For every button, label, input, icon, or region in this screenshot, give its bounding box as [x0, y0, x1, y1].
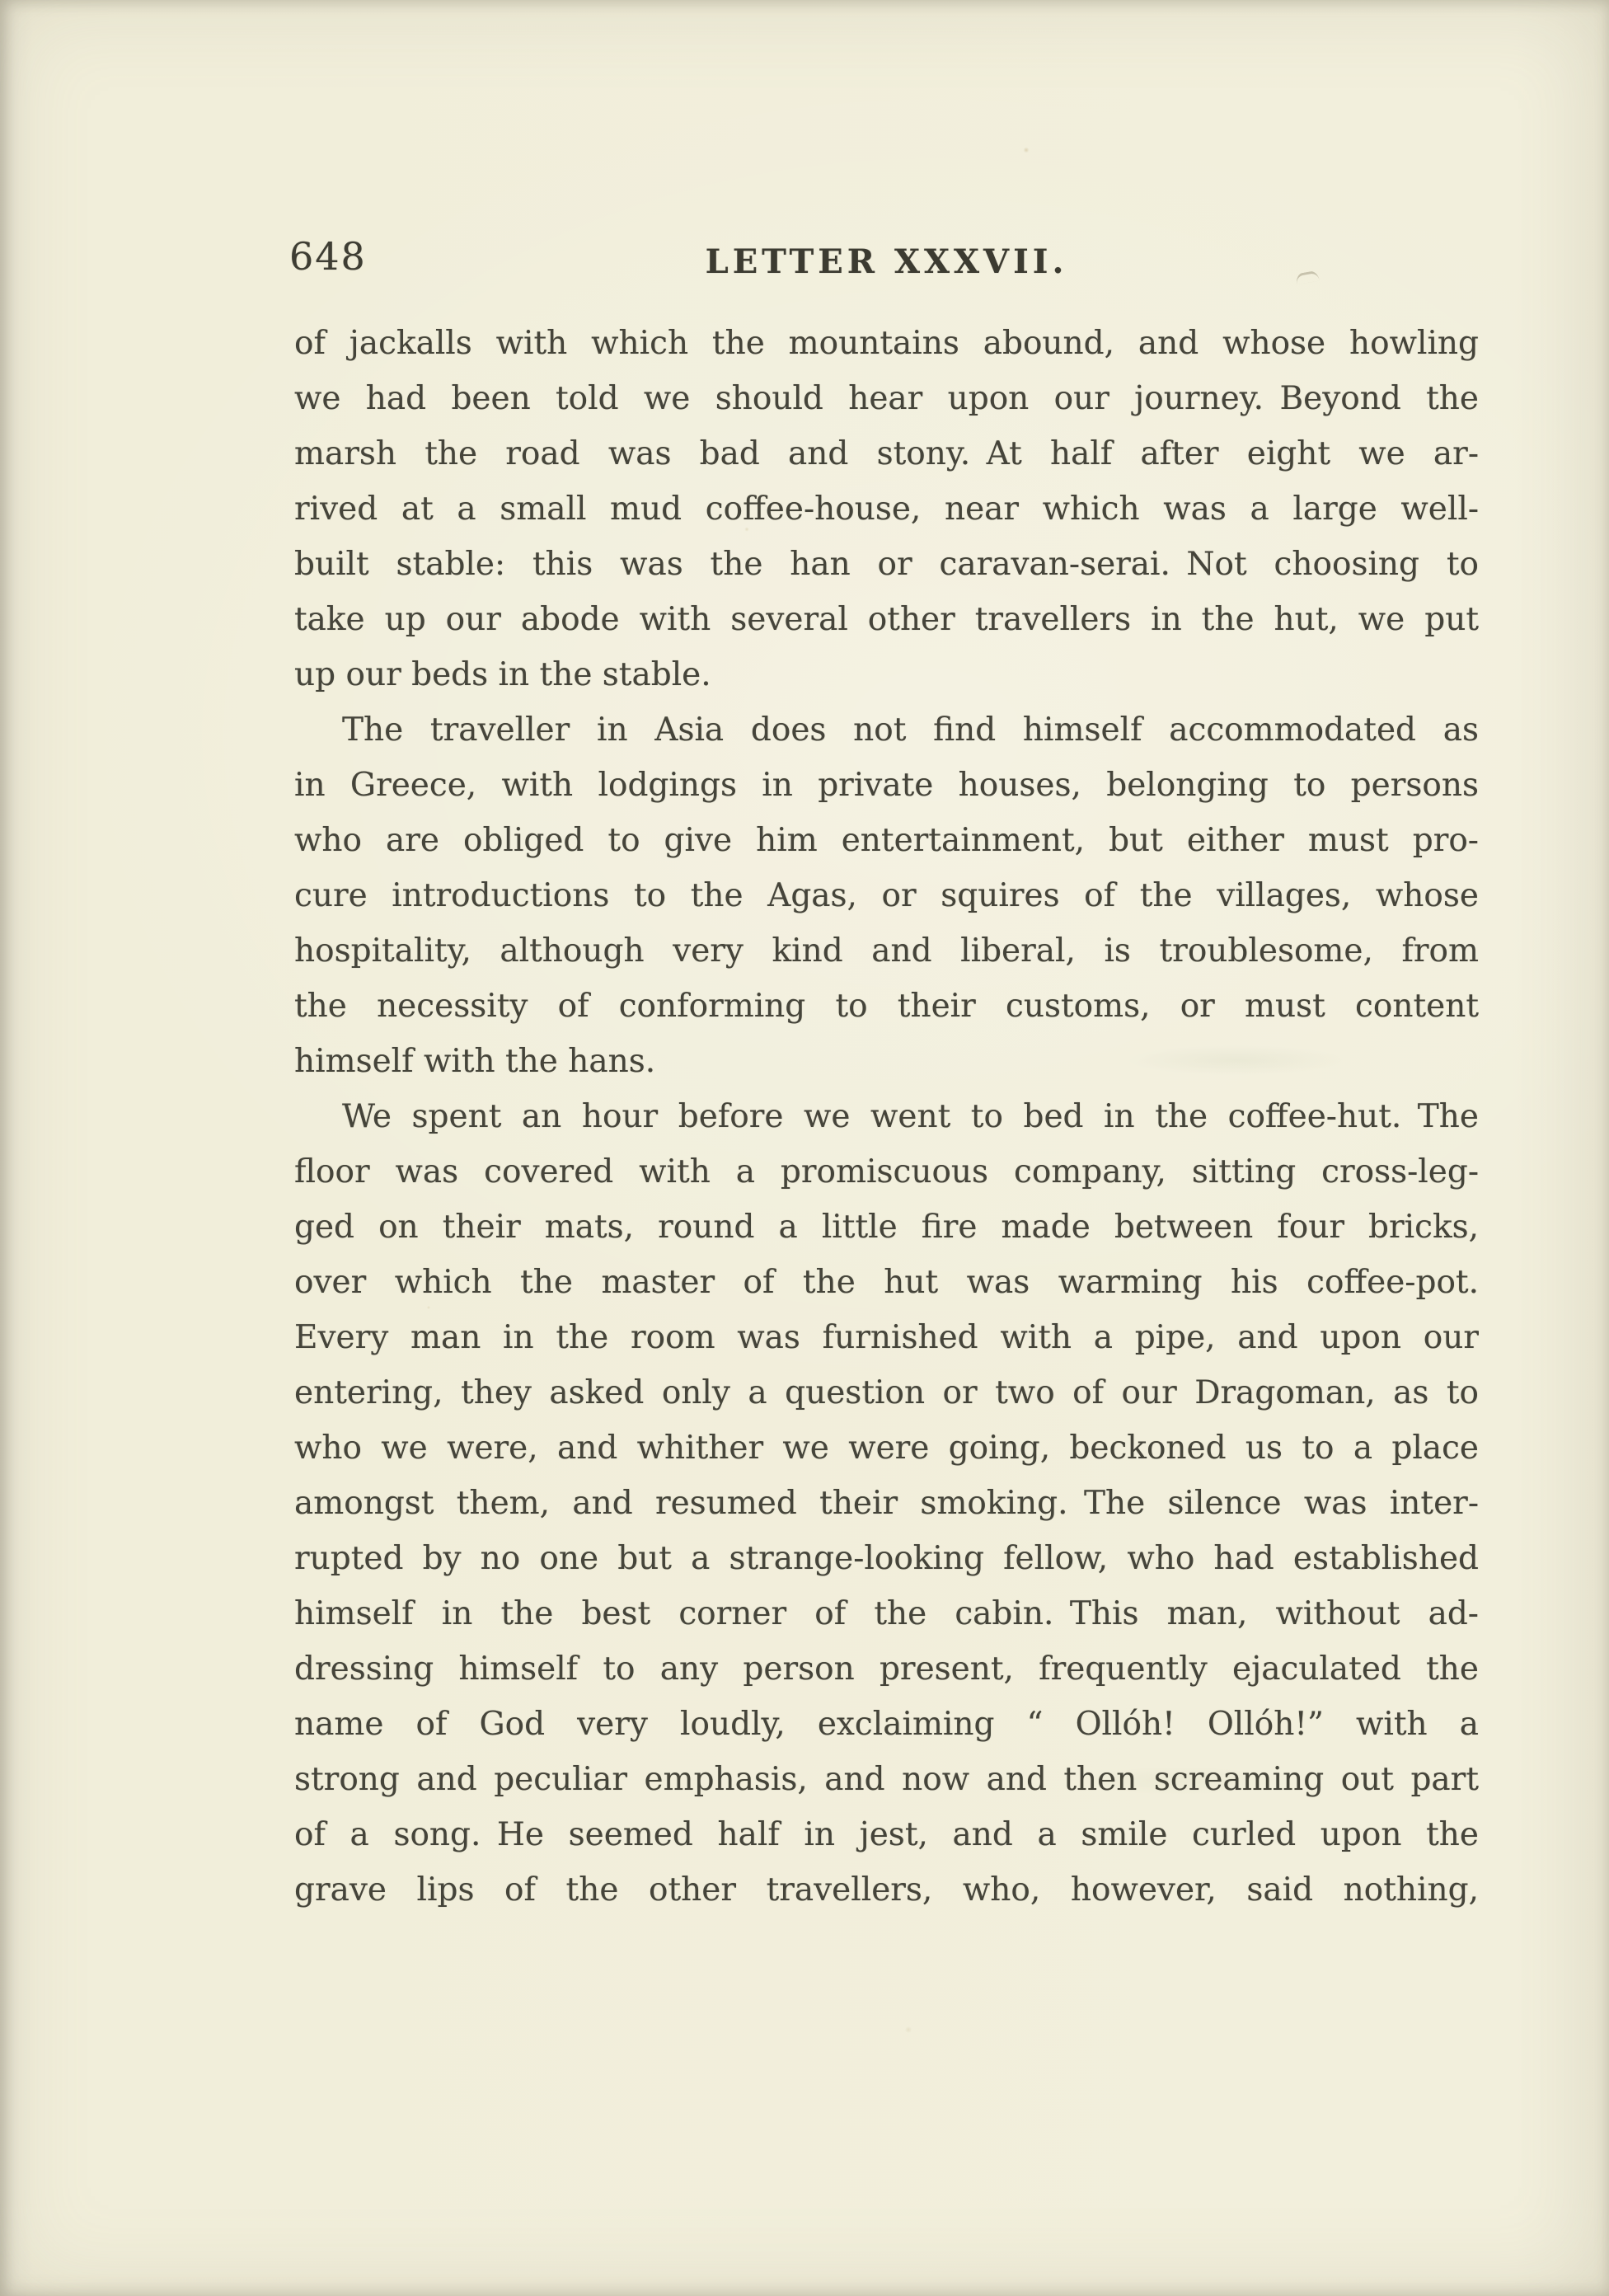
text-line: We spent an hour before we went to bed in the coffee-hut. The	[342, 1098, 1479, 1135]
running-head	[289, 0, 1479, 297]
text-line: Every man in the room was furnished with a pipe, and upon our	[294, 1319, 1479, 1356]
running-title: LETTER XXXVII.	[705, 242, 1068, 281]
text-line: up our beds in the stable.	[294, 656, 711, 693]
text-line: hospitality, although very kind and liberal, is troublesome, from	[294, 932, 1479, 970]
text-line: we had been told we should hear upon our journey. Beyond the	[294, 380, 1479, 417]
text-line: rupted by no one but a strange-looking fellow, who had established	[294, 1540, 1479, 1577]
text-line: entering, they asked only a question or two of our Dragoman, as to	[294, 1374, 1479, 1411]
text-line: The traveller in Asia does not find himself accommodated as	[342, 711, 1479, 749]
text-line: ged on their mats, round a little fire made between four bricks,	[294, 1209, 1479, 1246]
text-line: strong and peculiar emphasis, and now and then screaming out part	[294, 1761, 1479, 1798]
text-line: rived at a small mud coffee-house, near which was a large well-	[294, 491, 1479, 528]
text-line: who we were, and whither we were going, beckoned us to a place	[294, 1430, 1479, 1467]
text-line: built stable: this was the han or caravan-serai. Not choosing to	[294, 546, 1479, 583]
text-line: of a song. He seemed half in jest, and a smile curled upon the	[294, 1816, 1479, 1853]
body-text	[294, 316, 1479, 1918]
text-line: name of God very loudly, exclaiming “ Ollóh! Ollóh!” with a	[294, 1706, 1479, 1743]
text-line: amongst them, and resumed their smoking. The silence was inter-	[294, 1485, 1479, 1522]
text-line: grave lips of the other travellers, who, however, said nothing,	[294, 1871, 1479, 1909]
text-line: the necessity of conforming to their customs, or must content	[294, 988, 1479, 1025]
text-line: over which the master of the hut was warming his coffee-pot.	[294, 1264, 1479, 1301]
text-line: marsh the road was bad and stony. At half after eight we ar-	[294, 435, 1479, 472]
text-line: dressing himself to any person present, frequently ejaculated the	[294, 1650, 1479, 1688]
text-line: in Greece, with lodgings in private houses, belonging to persons	[294, 767, 1479, 804]
text-line: floor was covered with a promiscuous company, sitting cross-leg-	[294, 1153, 1479, 1190]
text-line: who are obliged to give him entertainment, but either must pro-	[294, 822, 1479, 859]
text-line: himself in the best corner of the cabin. This man, without ad-	[294, 1595, 1479, 1632]
text-line: himself with the hans.	[294, 1043, 656, 1080]
page-number: 648	[289, 234, 367, 279]
text-line: take up our abode with several other travellers in the hut, we put	[294, 601, 1479, 638]
text-line: cure introductions to the Agas, or squires of the villages, whose	[294, 877, 1479, 914]
text-line: of jackalls with which the mountains abound, and whose howling	[294, 325, 1479, 362]
